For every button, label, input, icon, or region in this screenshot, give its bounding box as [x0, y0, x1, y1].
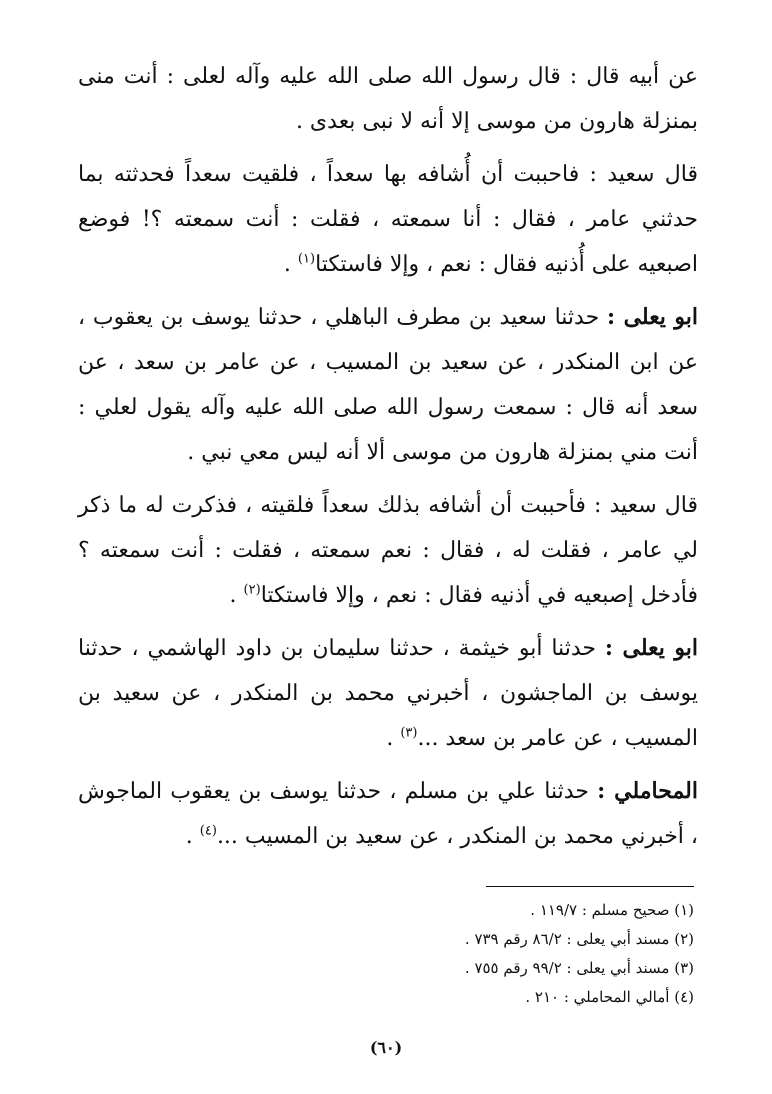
footnote-2: (٢) مسند أبي يعلى : ٨٦/٢ رقم ٧٣٩ .: [464, 930, 694, 948]
page-number: (٦٠): [369, 1038, 403, 1057]
page-body: [78, 54, 698, 867]
source-label-abu-yala: ابو يعلى :: [604, 635, 698, 661]
paragraph-text: حدثنا سعيد بن مطرف الباهلي ، حدثنا يوسف بن يعقوب ، عن ابن المنكدر ، عن سعيد بن المسيب ، عن عامر بن سعد ، عن سعد أنه قال : سمعت رسول الله صلى الله عليه وآله يقول لعلي : أنت مني بمنزلة هارون من موسى ألا أنه ليس معي نبي .: [78, 305, 698, 465]
paragraph-text: حدثنا علي بن مسلم ، حدثنا يوسف بن يعقوب الماجوش ، أخبرني محمد بن المنكدر ، عن سعيد بن المسيب ...: [78, 779, 698, 849]
footnote-4: (٤) أمالي المحاملي : ٢١٠ .: [525, 988, 694, 1006]
paragraph-1: [78, 54, 698, 144]
paragraph-5: [78, 626, 698, 761]
paragraph-text: حدثنا أبو خيثمة ، حدثنا سليمان بن داود الهاشمي ، حدثنا يوسف بن الماجشون ، أخبرني محمد بن المنكدر ، عن سعيد بن المسيب ، عن عامر بن سعد ...: [78, 636, 698, 751]
paragraph-tail: .: [386, 726, 401, 751]
paragraph-4: [78, 483, 698, 618]
paragraph-text: قال سعيد : فاحببت أن أُشافه بها سعداً ، فلقيت سعداً فحدثته بما حدثني عامر ، فقال : أنا سمعته ، فقلت : أنت سمعته ؟! فوضع اصبعيه على أُذنيه فقال : نعم ، وإلا فاستكتا: [78, 162, 698, 277]
paragraph-tail: .: [229, 583, 244, 608]
footnote-1: (١) صحيح مسلم : ١١٩/٧ .: [530, 901, 694, 919]
footnotes: [294, 896, 694, 1012]
footnote-ref-2: (٢): [243, 582, 261, 598]
footnote-3: (٣) مسند أبي يعلى : ٩٩/٢ رقم ٧٥٥ .: [464, 959, 694, 977]
footnote-divider: [486, 886, 694, 887]
paragraph-text: قال سعيد : فأحببت أن أشافه بذلك سعداً فلقيته ، فذكرت له ما ذكر لي عامر ، فقلت له ، فقال : نعم سمعته ، فقلت : أنت سمعته ؟ فأدخل إصبعيه في أذنيه فقال : نعم ، وإلا فاستكتا: [78, 493, 698, 608]
source-label-mahamili: المحاملي :: [597, 778, 698, 804]
paragraph-text: عن أبيه قال : قال رسول الله صلى الله عليه وآله لعلى : أنت منى بمنزلة هارون من موسى إلا أنه لا نبى بعدى .: [78, 64, 698, 134]
footnote-ref-3: (٣): [400, 725, 418, 741]
paragraph-2: [78, 152, 698, 287]
footnote-ref-1: (١): [297, 251, 316, 267]
paragraph-6: [78, 769, 698, 859]
paragraph-tail: .: [185, 824, 200, 849]
paragraph-tail: .: [283, 252, 298, 277]
paragraph-3: [78, 295, 698, 475]
source-label-abu-yala: ابو يعلى :: [606, 304, 698, 330]
footnote-ref-4: (٤): [199, 823, 217, 839]
